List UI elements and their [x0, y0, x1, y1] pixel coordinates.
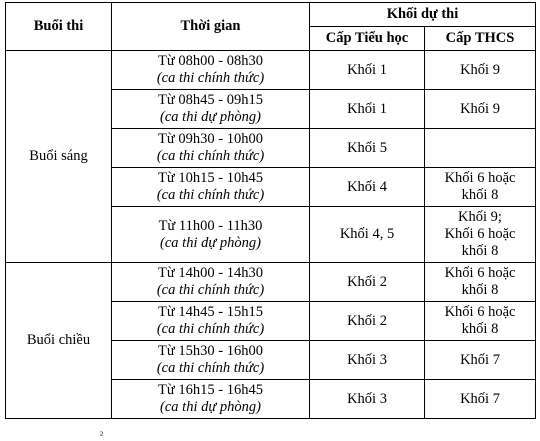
secondary-line: khối 8 [461, 282, 499, 298]
primary-cell: Khối 5 [310, 129, 425, 168]
time-range: Từ 08h45 - 09h15 [158, 92, 263, 108]
secondary-cell [425, 129, 536, 168]
secondary-cell [425, 302, 536, 341]
header-row [6, 3, 536, 27]
time-cell [112, 129, 310, 168]
primary-cell: Khối 2 [310, 263, 425, 302]
table-row [6, 263, 536, 302]
session-note: (ca thi dự phòng) [160, 109, 261, 125]
session-note: (ca thi chính thức) [156, 70, 265, 86]
time-range: Từ 14h45 - 15h15 [158, 304, 263, 320]
primary-cell: Khối 1 [310, 90, 425, 129]
footer-fragment: ² [100, 430, 103, 441]
session-header: Buổi thi [6, 3, 112, 51]
secondary-line: Khối 6 hoặc [444, 265, 516, 281]
time-cell [112, 341, 310, 380]
secondary-line: Khối 6 hoặc [444, 170, 516, 186]
secondary-cell [425, 90, 536, 129]
time-range: Từ 11h00 - 11h30 [158, 217, 263, 234]
time-range: Từ 15h30 - 16h00 [158, 343, 263, 359]
secondary-cell [425, 380, 536, 419]
secondary-line: Khối 6 hoặc [444, 226, 516, 242]
session-note: (ca thi chính thức) [156, 187, 265, 203]
primary-cell: Khối 3 [310, 380, 425, 419]
time-range: Từ 09h30 - 10h00 [158, 131, 263, 147]
primary-cell: Khối 4 [310, 168, 425, 207]
exam-schedule-table [5, 2, 536, 419]
primary-cell: Khối 4, 5 [310, 207, 425, 263]
time-cell [112, 380, 310, 419]
session-note: (ca thi chính thức) [156, 148, 265, 164]
session-cell: Buổi sáng [6, 51, 112, 263]
secondary-line: Khối 9; [458, 209, 502, 225]
time-header: Thời gian [112, 3, 310, 51]
secondary-line: khối 8 [461, 187, 499, 203]
secondary-line: Khối 6 hoặc [444, 304, 516, 320]
secondary-cell [425, 341, 536, 380]
secondary-line: Khối 7 [460, 390, 500, 407]
time-range: Từ 14h00 - 14h30 [158, 265, 263, 281]
primary-header: Cấp Tiểu học [310, 27, 425, 51]
time-cell [112, 51, 310, 90]
time-range: Từ 16h15 - 16h45 [158, 382, 263, 398]
time-range: Từ 10h15 - 10h45 [158, 170, 263, 186]
grades-group-header: Khối dự thi [310, 3, 536, 27]
primary-cell: Khối 3 [310, 341, 425, 380]
primary-cell: Khối 1 [310, 51, 425, 90]
time-range: Từ 08h00 - 08h30 [158, 53, 263, 69]
secondary-cell [425, 263, 536, 302]
secondary-line: Khối 9 [460, 100, 500, 117]
session-cell: Buổi chiều [6, 263, 112, 419]
time-cell [112, 302, 310, 341]
secondary-cell [425, 51, 536, 90]
session-note: (ca thi chính thức) [156, 360, 265, 376]
session-note: (ca thi chính thức) [156, 321, 265, 337]
time-cell [112, 263, 310, 302]
session-note: (ca thi chính thức) [156, 282, 265, 298]
secondary-cell [425, 168, 536, 207]
time-cell [112, 207, 310, 263]
time-cell [112, 90, 310, 129]
secondary-line: khối 8 [461, 243, 499, 259]
secondary-cell [425, 207, 536, 263]
secondary-line: khối 8 [461, 321, 499, 337]
table-row [6, 51, 536, 90]
session-note: (ca thi dự phòng) [160, 399, 261, 415]
secondary-line: Khối 7 [460, 351, 500, 368]
primary-cell: Khối 2 [310, 302, 425, 341]
secondary-line: Khối 9 [460, 61, 500, 78]
time-cell [112, 168, 310, 207]
session-note: (ca thi dự phòng) [160, 234, 261, 251]
secondary-header: Cấp THCS [425, 27, 536, 51]
